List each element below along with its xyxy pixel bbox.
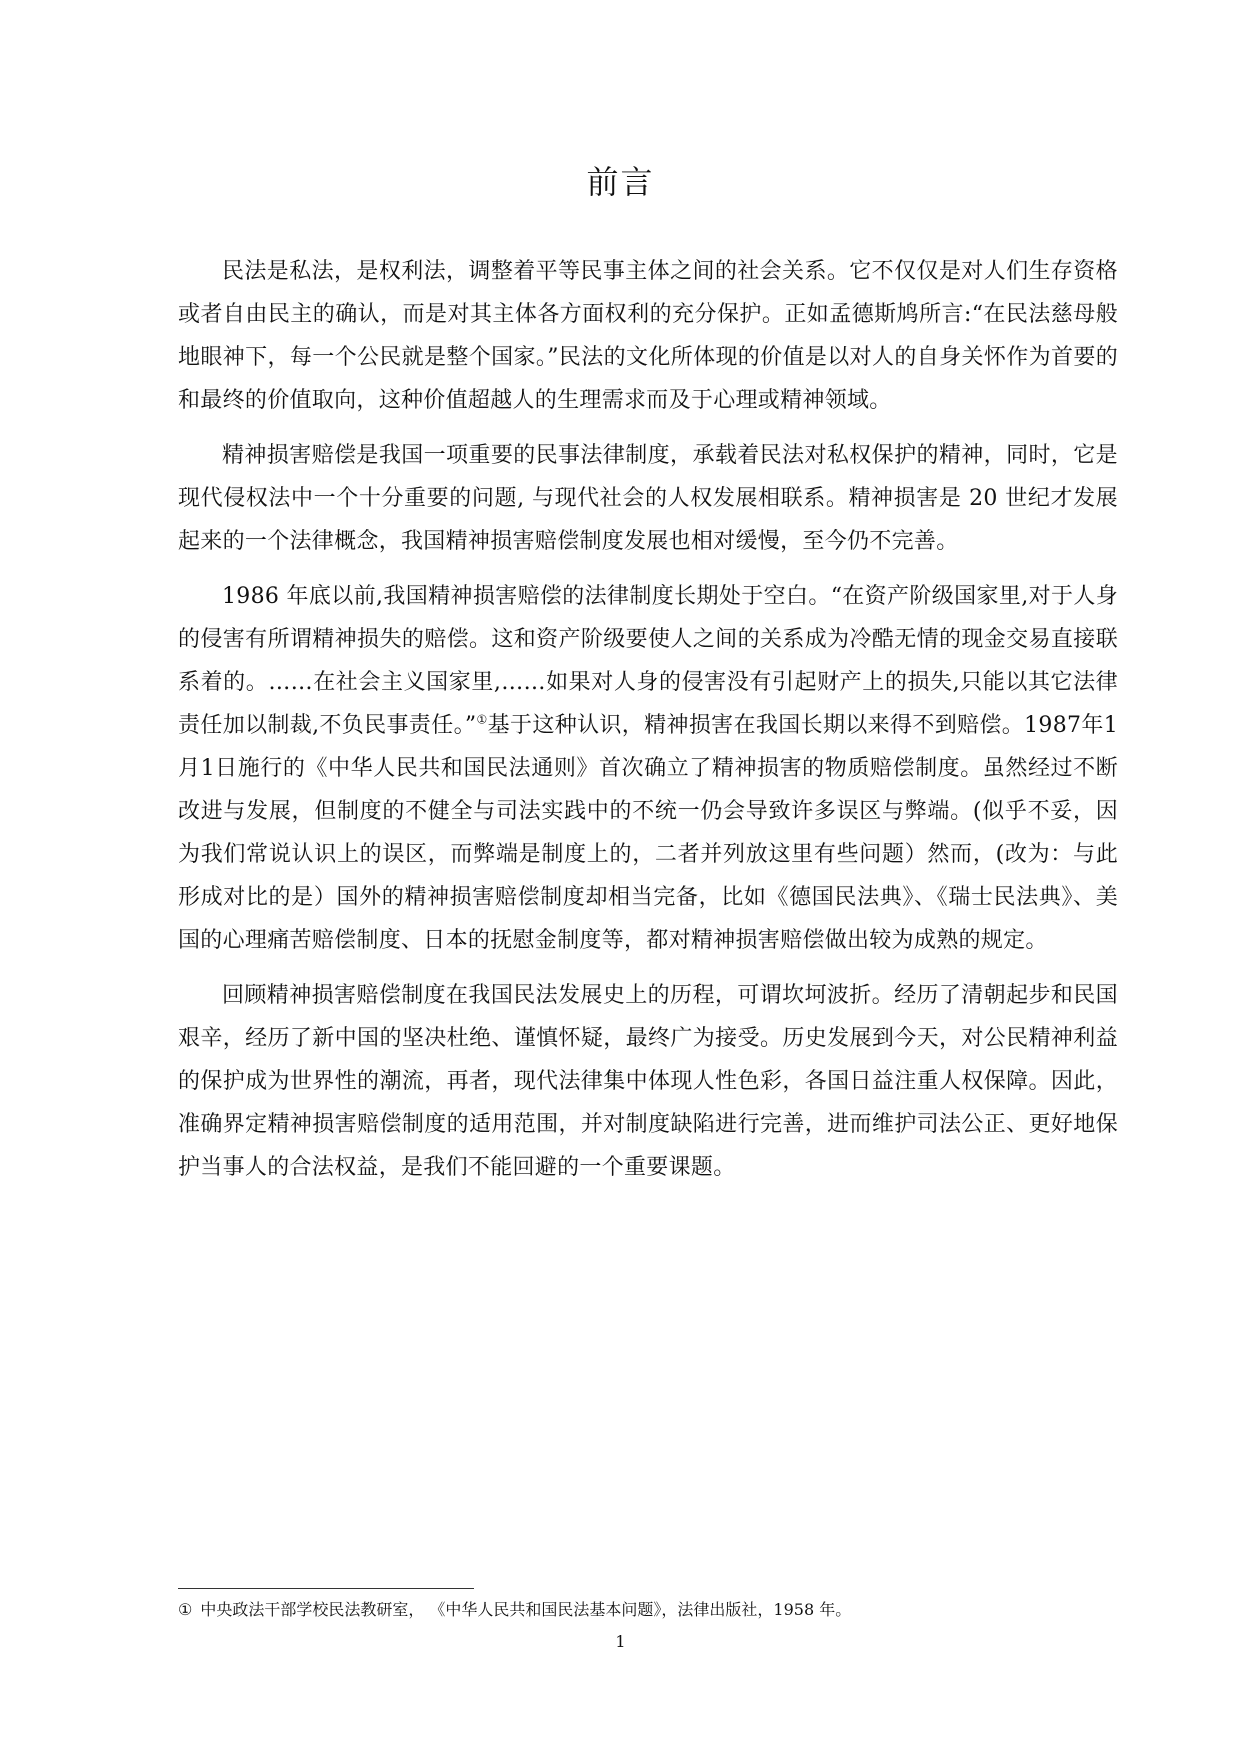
page-title: 前言	[586, 163, 655, 201]
page-number: 1	[615, 1632, 626, 1651]
footnote-reference[interactable]: ①	[476, 712, 488, 727]
footnote-mark: ①	[178, 1600, 193, 1619]
paragraph-3	[178, 575, 1118, 962]
paragraph-4: 回顾精神损害赔偿制度在我国民法发展史上的历程，可谓坎坷波折。经历了清朝起步和民国艰辛，经历了新中国的坚决杜绝、谨慎怀疑，最终广为接受。历史发展到今天，对公民精神利益的保护成为世界性的潮流，再者，现代法律集中体现人性色彩，各国日益注重人权保障。因此，准确界定精神损害赔偿制度的适用范围，并对制度缺陷进行完善，进而维护司法公正、更好地保护当事人的合法权益，是我们不能回避的一个重要课题。	[178, 983, 1118, 1180]
paragraph-3-text-before: 1986 年底以前,我国精神损害赔偿的法律制度长期处于空白。“在资产阶级国家里,对于人身的侵害有所谓精神损失的赔偿。这和资产阶级要使人之间的关系成为冷酷无情的现金交易直接联系着的。……在社会主义国家里,……如果对人身的侵害没有引起财产上的损失,只能以其它法律责任加以制裁,不负民事责任。”	[178, 584, 1118, 738]
paragraph-3-text-after: 基于这种认识，精神损害在我国长期以来得不到赔偿。1987年1月1日施行的《中华人民共和国民法通则》首次确立了精神损害的物质赔偿制度。虽然经过不断改进与发展，但制度的不健全与司法实践中的不统一仍会导致许多误区与弊端。(似乎不妥，因为我们常说认识上的误区，而弊端是制度上的，二者并列放这里有些问题）然而，(改为：与此形成对比的是）国外的精神损害赔偿制度却相当完备，比如《德国民法典》、《瑞士民法典》、美国的心理痛苦赔偿制度、日本的抚慰金制度等，都对精神损害赔偿做出较为成熟的规定。	[178, 713, 1118, 953]
footnote-divider	[178, 1588, 474, 1589]
paragraph-2: 精神损害赔偿是我国一项重要的民事法律制度，承载着民法对私权保护的精神，同时，它是现代侵权法中一个十分重要的问题, 与现代社会的人权发展相联系。精神损害是 20 世纪才发展起来的一个法律概念，我国精神损害赔偿制度发展也相对缓慢，至今仍不完善。	[178, 443, 1118, 554]
paragraph-1: 民法是私法，是权利法，调整着平等民事主体之间的社会关系。它不仅仅是对人们生存资格或者自由民主的确认，而是对其主体各方面权利的充分保护。正如孟德斯鸠所言:“在民法慈母般地眼神下，每一个公民就是整个国家。”民法的文化所体现的价值是以对人的自身关怀作为首要的和最终的价值取向，这种价值超越人的生理需求而及于心理或精神领域。	[178, 259, 1118, 413]
footnote-text: 中央政法干部学校民法教研室， 《中华人民共和国民法基本问题》，法律出版社，1958 年。	[200, 1600, 852, 1619]
body-text	[178, 250, 1118, 1201]
footnote	[178, 1598, 1118, 1622]
